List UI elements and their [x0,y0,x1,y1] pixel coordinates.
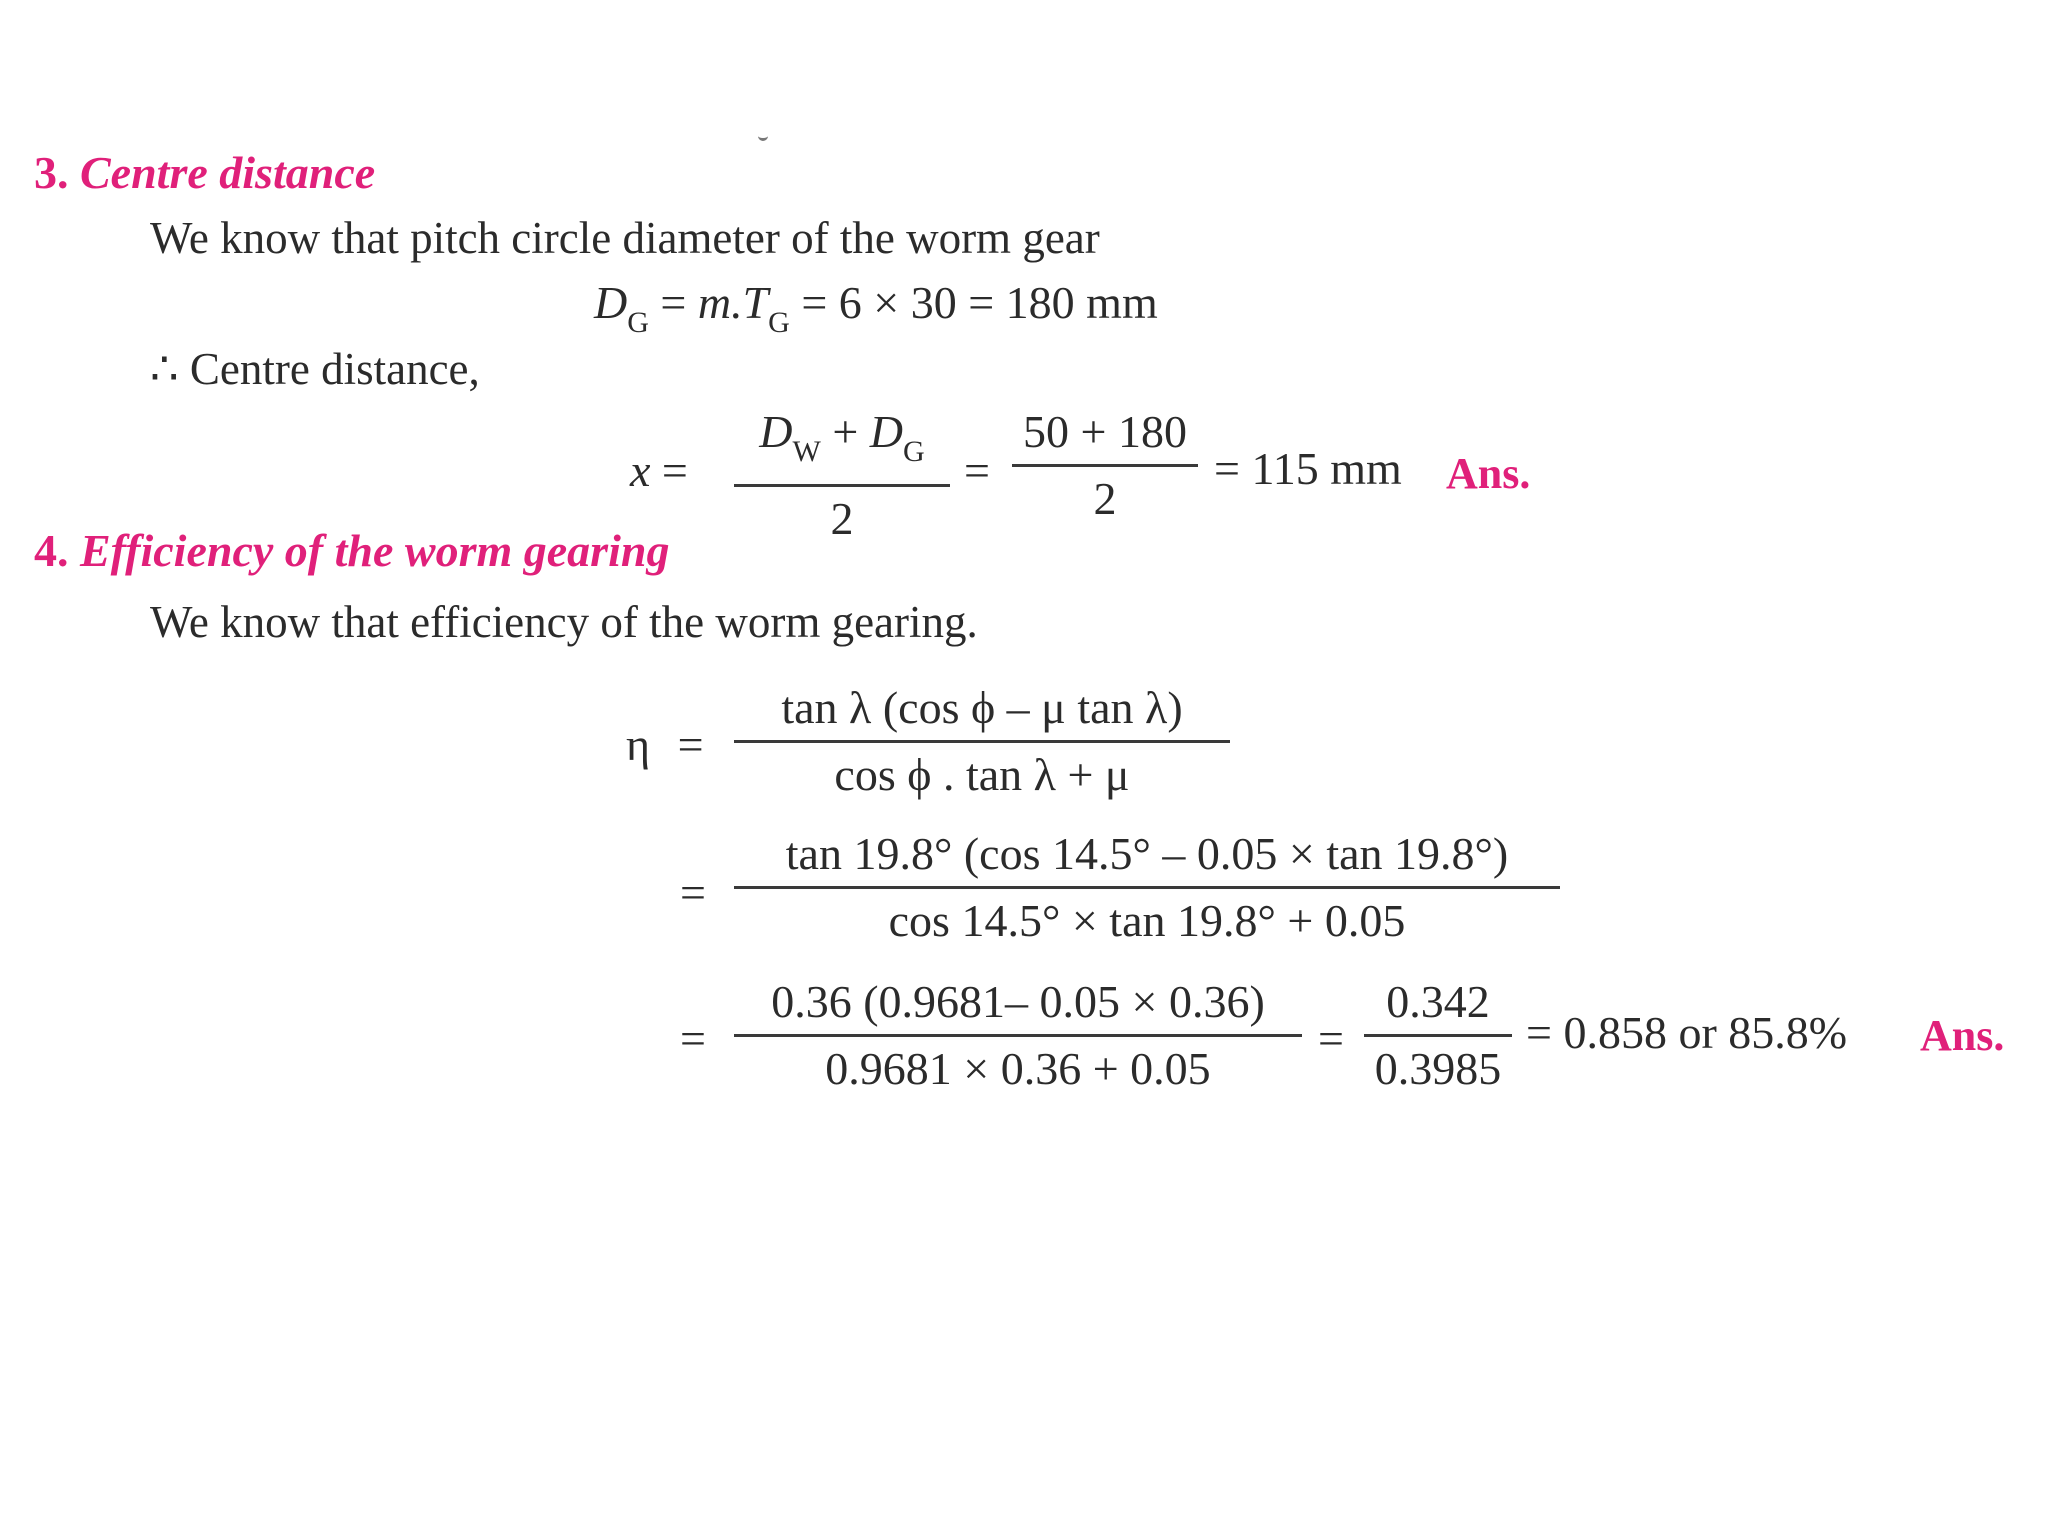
x-equals: = [661,445,688,496]
centre-distance-ans: Ans. [1446,449,1531,498]
eta-symbol: η [626,719,651,770]
fraction-bar [734,740,1230,743]
section-4-title: Efficiency of the worm gearing [80,525,670,576]
stray-mark [758,132,768,141]
efficiency-result: = 0.858 or 85.8% [1526,1007,1848,1058]
fraction-numerator: 50 + 180 [1023,406,1187,457]
dg-sub: G [627,306,649,339]
dg-equals: = [660,277,687,328]
section-3-heading [34,146,375,199]
centre-distance-fraction-symbolic [734,404,950,547]
fraction-numerator: 0.36 (0.9681– 0.05 × 0.36) [771,976,1265,1027]
line2-equals: = [680,867,706,918]
fraction-numerator: tan 19.8° (cos 14.5° – 0.05 × tan 19.8°) [785,828,1509,879]
section-4-number: 4. [34,525,69,576]
dg-m: m.T [697,277,769,328]
fraction-denominator: 2 [830,493,854,544]
efficiency-numeric-fraction [734,974,1302,1097]
dg-var: D [594,277,628,328]
therefore-centre-distance: ∴ Centre distance, [150,344,480,394]
section-4-heading [34,524,669,577]
efficiency-simplified-fraction [1364,974,1512,1097]
centre-distance-fraction-numeric [1012,404,1198,527]
efficiency-ans: Ans. [1920,1011,2005,1060]
fraction-bar [734,886,1560,889]
dg-equation [594,276,1158,340]
dg-m-sub: G [768,306,790,339]
section-3-number: 3. [34,147,69,198]
efficiency-formula-fraction [734,680,1230,803]
section-3-intro: We know that pitch circle diameter of the worm gear [150,213,1100,263]
line3-equals: = [680,1013,706,1064]
fraction-bar [734,1034,1302,1037]
fraction-denominator: 0.3985 [1374,1043,1502,1094]
fraction-numerator: 0.342 [1386,976,1490,1027]
fraction-denominator: 0.9681 × 0.36 + 0.05 [825,1043,1211,1094]
x-var-equals [630,444,688,497]
fraction-denominator: 2 [1093,473,1117,524]
eta-equals [626,718,704,771]
eta-equals-sign: = [677,719,704,770]
section-4-intro: We know that efficiency of the worm gearing. [150,597,978,647]
fraction-numerator: tan λ (cos ϕ – μ tan λ) [781,682,1183,733]
fraction-bar [1364,1034,1512,1037]
efficiency-substituted-fraction [734,826,1560,949]
fraction-bar [1012,464,1198,467]
centre-distance-result: = 115 mm [1214,443,1402,494]
fraction-numerator: $D_W + D_G$ [759,406,925,468]
fraction-denominator: cos 14.5° × tan 19.8° + 0.05 [888,895,1406,946]
x-mid-equals: = [964,445,990,496]
x-var: x [630,445,651,496]
line3-mid-equals: = [1318,1013,1344,1064]
dg-rest: = 6 × 30 = 180 mm [801,277,1158,328]
fraction-bar [734,484,950,487]
fraction-denominator: cos ϕ . tan λ + μ [834,749,1130,800]
section-3-title: Centre distance [80,147,376,198]
